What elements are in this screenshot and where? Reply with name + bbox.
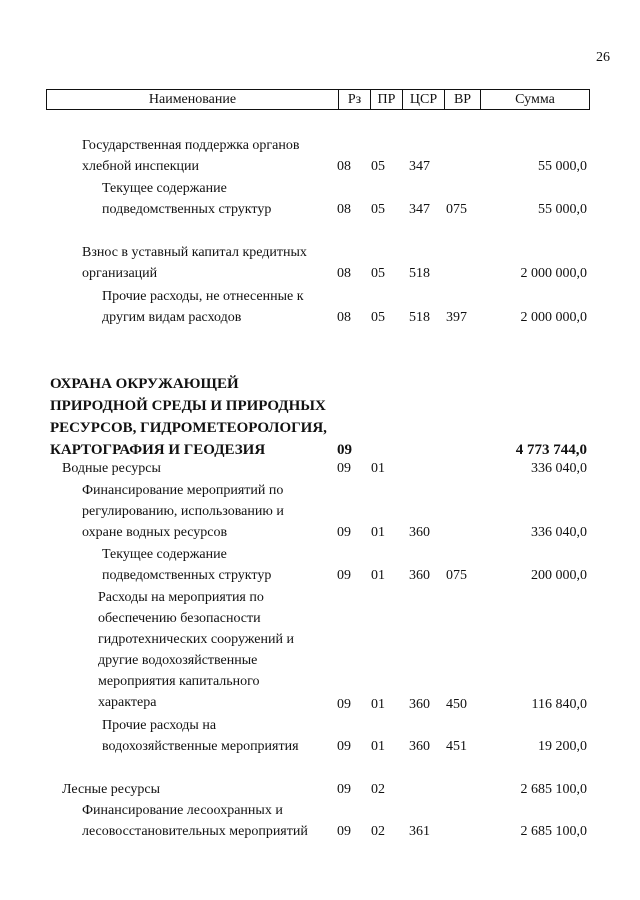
table-header <box>46 89 590 110</box>
row-name: Расходы на мероприятия по обеспечению безопасности гидротехнических сооружений и другие водохозяйственные мероприятия капитального характера <box>98 590 294 710</box>
row-csr: 360 <box>409 525 430 540</box>
row-pr: 01 <box>371 525 385 540</box>
row-name: Взнос в уставный капитал кредитных организаций <box>82 245 307 281</box>
row-rz: 09 <box>337 442 352 458</box>
row-pr: 01 <box>371 697 385 712</box>
row-sum: 116 840,0 <box>531 697 587 712</box>
row-rz: 09 <box>337 461 351 476</box>
header-sum: Сумма <box>515 91 555 107</box>
row-vr: 451 <box>446 739 467 754</box>
header-csr: ЦСР <box>403 90 445 109</box>
row-sum: 2 685 100,0 <box>520 782 587 797</box>
row-name: Текущее содержание подведомственных структур <box>102 181 272 217</box>
row-pr: 02 <box>371 824 385 839</box>
row-rz: 08 <box>337 202 351 217</box>
row-sum: 2 000 000,0 <box>520 266 587 281</box>
row-name: Лесные ресурсы <box>62 782 160 797</box>
row-pr: 01 <box>371 461 385 476</box>
row-csr: 518 <box>409 266 430 281</box>
row-csr: 360 <box>409 697 430 712</box>
row-name: Финансирование мероприятий по регулированию, использованию и охране водных ресурсов <box>82 483 284 540</box>
row-sum: 336 040,0 <box>531 461 587 476</box>
section-heading: ОХРАНА ОКРУЖАЮЩЕЙ ПРИРОДНОЙ СРЕДЫ И ПРИРОДНЫХ РЕСУРСОВ, ГИДРОМЕТЕОРОЛОГИЯ, КАРТОГРАФИЯ И ГЕОДЕЗИЯ <box>50 376 327 458</box>
row-name: Государственная поддержка органов хлебной инспекции <box>82 138 300 174</box>
row-pr: 01 <box>371 739 385 754</box>
row-csr: 360 <box>409 739 430 754</box>
row-rz: 08 <box>337 266 351 281</box>
row-rz: 09 <box>337 782 351 797</box>
row-pr: 01 <box>371 568 385 583</box>
row-name: Финансирование лесоохранных и лесовосстановительных мероприятий <box>82 803 308 839</box>
row-sum: 4 773 744,0 <box>515 442 587 458</box>
row-vr: 075 <box>446 202 467 217</box>
header-vr: ВР <box>445 90 481 109</box>
row-name: Водные ресурсы <box>62 461 161 476</box>
header-name: Наименование <box>47 90 339 109</box>
header-pr: ПР <box>371 90 403 109</box>
page-number: 26 <box>596 50 610 65</box>
row-csr: 518 <box>409 310 430 325</box>
row-name: Текущее содержание подведомственных структур <box>102 547 272 583</box>
header-rz: Рз <box>339 90 371 109</box>
row-csr: 361 <box>409 824 430 839</box>
row-vr: 075 <box>446 568 467 583</box>
row-csr: 347 <box>409 202 430 217</box>
row-sum: 200 000,0 <box>531 568 587 583</box>
row-rz: 08 <box>337 159 351 174</box>
row-vr: 450 <box>446 697 467 712</box>
row-rz: 08 <box>337 310 351 325</box>
row-pr: 05 <box>371 159 385 174</box>
row-pr: 02 <box>371 782 385 797</box>
row-csr: 347 <box>409 159 430 174</box>
row-rz: 09 <box>337 525 351 540</box>
row-rz: 09 <box>337 824 351 839</box>
row-sum: 19 200,0 <box>538 739 587 754</box>
row-sum: 336 040,0 <box>531 525 587 540</box>
row-csr: 360 <box>409 568 430 583</box>
row-sum: 55 000,0 <box>538 159 587 174</box>
row-pr: 05 <box>371 310 385 325</box>
row-sum: 2 000 000,0 <box>520 310 587 325</box>
row-rz: 09 <box>337 697 351 712</box>
row-vr: 397 <box>446 310 467 325</box>
row-sum: 2 685 100,0 <box>520 824 587 839</box>
row-rz: 09 <box>337 739 351 754</box>
row-pr: 05 <box>371 202 385 217</box>
row-rz: 09 <box>337 568 351 583</box>
row-pr: 05 <box>371 266 385 281</box>
row-sum: 55 000,0 <box>538 202 587 217</box>
row-name: Прочие расходы на водохозяйственные мероприятия <box>102 718 299 754</box>
row-name: Прочие расходы, не отнесенные к другим видам расходов <box>102 289 304 325</box>
